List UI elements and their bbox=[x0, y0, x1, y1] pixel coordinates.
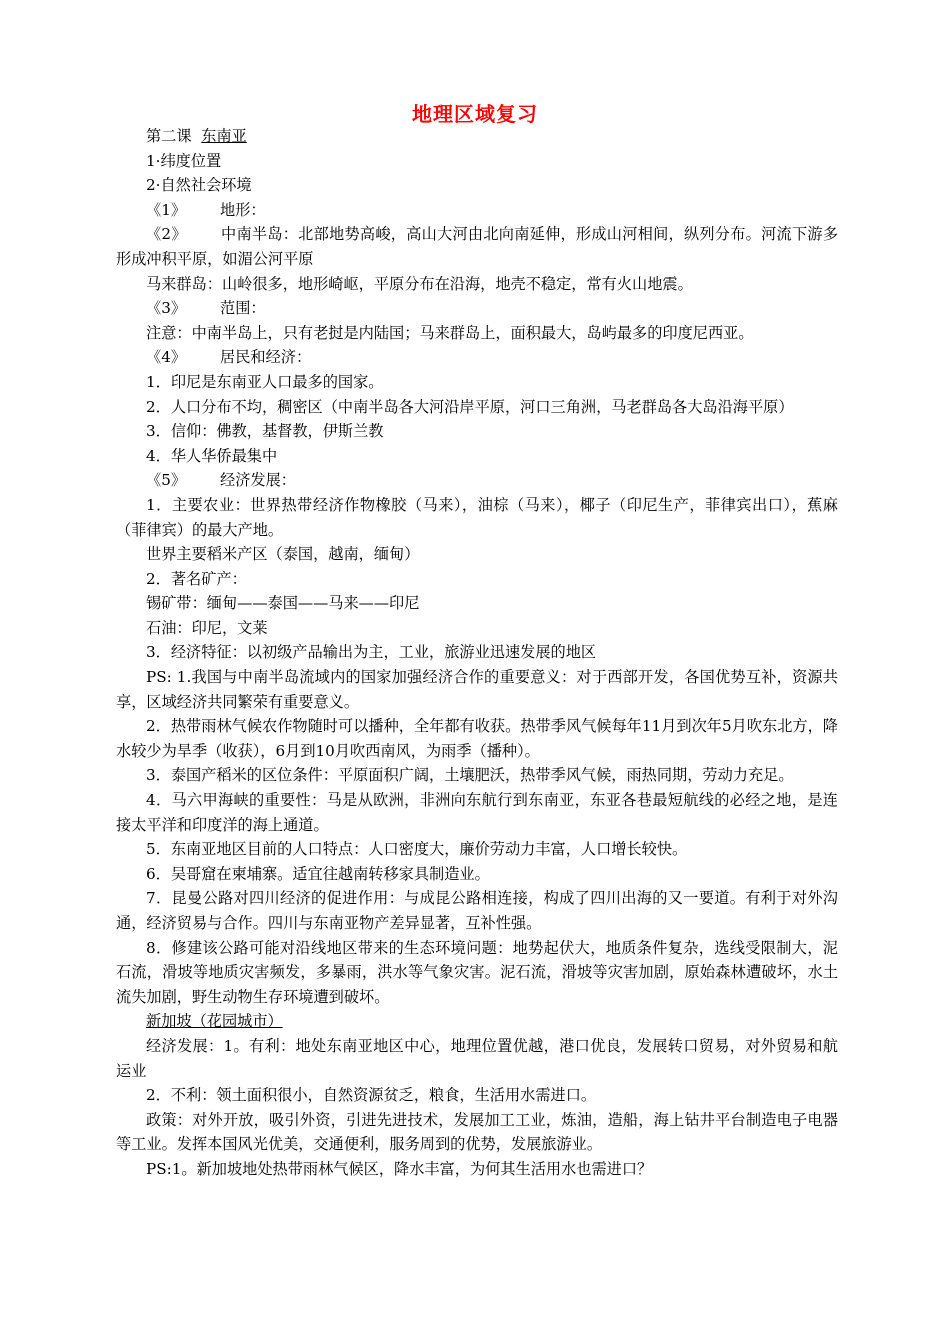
population-line: 3．信仰：佛教，基督教，伊斯兰教 bbox=[146, 422, 384, 441]
population-line: 2．人口分布不均，稠密区（中南半岛各大河沿岸平原，河口三角洲，马老群岛各大岛沿海平原） bbox=[146, 397, 794, 416]
singapore-heading-text: 新加坡（花园城市） bbox=[146, 1012, 283, 1031]
item-number: 《2》 bbox=[146, 225, 187, 244]
item-text: 居民和经济： bbox=[220, 348, 312, 367]
item-indochina bbox=[116, 222, 838, 271]
ps-line: 4．马六甲海峡的重要性：马是从欧洲，非洲向东航行到东南亚，东亚各巷最短航线的必经之地，是连接太平洋和印度洋的海上通道。 bbox=[116, 791, 838, 834]
paragraph-note: 注意：中南半岛上，只有老挝是内陆国；马来群岛上，面积最大，岛屿最多的印度尼西亚。 bbox=[146, 323, 754, 342]
item-text: 地形： bbox=[220, 200, 266, 219]
ps-line: 3．泰国产稻米的区位条件：平原面积广阔，土壤肥沃，热带季风气候，雨热同期，劳动力充足。 bbox=[146, 766, 794, 785]
item-population bbox=[116, 345, 838, 370]
economy-line: 石油：印尼，文莱 bbox=[146, 618, 268, 637]
ps-line: 2．热带雨林气候农作物随时可以播种，全年都有收获。热带季风气候每年11月到次年5月吹东北方，降水较少为旱季（收获），6月到10月吹西南风，为雨季（播种）。 bbox=[116, 717, 838, 760]
population-line: 4．华人华侨最集中 bbox=[146, 446, 278, 465]
lesson-label: 第二课 bbox=[146, 127, 192, 145]
document-body bbox=[116, 124, 838, 1182]
population-line: 1．印尼是东南亚人口最多的国家。 bbox=[146, 372, 384, 391]
economy-line: 1．主要农业：世界热带经济作物橡胶（马来），油棕（马来），椰子（印尼生产，菲律宾出口），蕉麻（菲律宾）的最大产地。 bbox=[116, 495, 838, 539]
lesson-heading bbox=[116, 124, 838, 149]
item-range bbox=[116, 296, 838, 321]
ps-line: 5．东南亚地区目前的人口特点：人口密度大，廉价劳动力丰富，人口增长较快。 bbox=[146, 840, 688, 859]
singapore-heading bbox=[116, 1009, 838, 1034]
economy-line: 3．经济特征：以初级产品输出为主，工业，旅游业迅速发展的地区 bbox=[146, 643, 597, 662]
item-number: 《4》 bbox=[146, 348, 187, 367]
item-text: 经济发展： bbox=[220, 471, 296, 490]
lesson-name: 东南亚 bbox=[201, 127, 247, 145]
item-text: 范围： bbox=[220, 299, 266, 318]
economy-line: 2．著名矿产： bbox=[146, 569, 247, 588]
item-economy bbox=[116, 468, 838, 493]
economy-line: 锡矿带：缅甸——泰国——马来——印尼 bbox=[146, 594, 420, 613]
singapore-line: PS:1。新加坡地处热带雨林气候区，降水丰富，为何其生活用水也需进口？ bbox=[146, 1159, 653, 1178]
item-number: 《5》 bbox=[146, 471, 187, 490]
ps-line: 8．修建该公路可能对沿线地区带来的生态环境问题：地势起伏大，地质条件复杂，选线受限制大，泥石流，滑坡等地质灾害频发，多暴雨，洪水等气象灾害。泥石流，滑坡等灾害加剧，原始森林遭破坏，水土流失加剧，野生动物生存环境遭到破坏。 bbox=[116, 938, 838, 1006]
economy-line: 世界主要稻米产区（泰国，越南，缅甸） bbox=[146, 545, 420, 564]
section-latitude: 1·纬度位置 bbox=[146, 151, 222, 170]
singapore-line: 2．不利：领土面积很小，自然资源贫乏，粮食，生活用水需进口。 bbox=[146, 1086, 597, 1105]
item-number: 《1》 bbox=[146, 200, 187, 219]
ps-line: PS: 1.我国与中南半岛流域内的国家加强经济合作的重要意义：对于西部开发，各国优势互补，资源共享，区域经济共同繁荣有重要意义。 bbox=[116, 668, 838, 711]
item-number: 《3》 bbox=[146, 299, 187, 318]
item-terrain bbox=[116, 198, 838, 223]
section-environment: 2·自然社会环境 bbox=[146, 176, 252, 195]
item-text: 中南半岛：北部地势高峻，高山大河由北向南延伸，形成山河相间，纵列分布。河流下游多形成冲积平原，如湄公河平原 bbox=[116, 225, 839, 268]
paragraph-malay: 马来群岛：山岭很多，地形崎岖，平原分布在沿海，地壳不稳定，常有火山地震。 bbox=[146, 274, 693, 293]
singapore-line: 政策：对外开放，吸引外资，引进先进技术，发展加工工业，炼油，造船，海上钻井平台制造电子电器等工业。发挥本国风光优美，交通便利，服务周到的优势，发展旅游业。 bbox=[116, 1110, 838, 1154]
singapore-line: 经济发展：1。有利：地处东南亚地区中心，地理位置优越，港口优良，发展转口贸易，对外贸易和航运业 bbox=[116, 1036, 838, 1080]
ps-line: 7．昆曼公路对四川经济的促进作用：与成昆公路相连接，构成了四川出海的又一要道。有利于对外沟通，经济贸易与合作。四川与东南亚物产差异显著，互补性强。 bbox=[116, 889, 838, 932]
document-title: 地理区域复习 bbox=[412, 102, 538, 126]
ps-line: 6．吴哥窟在柬埔寨。适宜往越南转移家具制造业。 bbox=[146, 864, 490, 883]
